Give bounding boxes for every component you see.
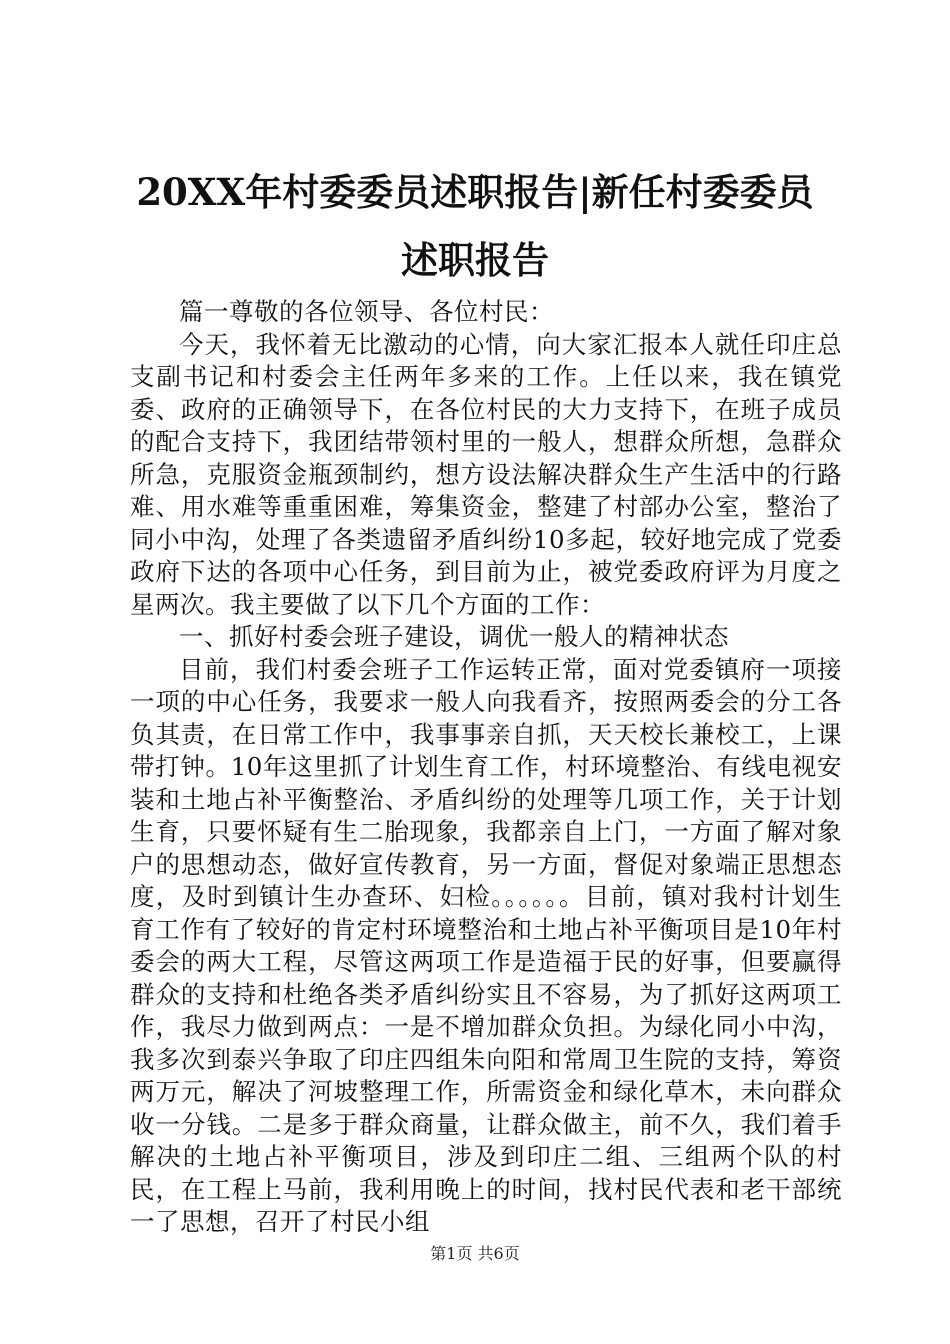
paragraph-salutation: 篇一尊敬的各位领导、各位村民： [179,297,554,326]
paragraph-introduction: 今天，我怀着无比激动的心情，向大家汇报本人就任印庄总支副书记和村委会主任两年多来的工作。上任以来，我在镇党委、政府的正确领导下，在各位村民的大力支持下，在班子成员的配合支持下，我团结带领村里的一般人，想群众所想，急群众所急，克服资金瓶颈制约，想方设法解决群众生产生活中的行路难、用水难等重重困难，筹集资金，整建了村部办公室，整治了同小中沟，处理了各类遗留矛盾纠纷10多起，较好地完成了党委政府下达的各项中心任务，到目前为止，被党委政府评为月度之星两次。我主要做了以下几个方面的工作： [130,329,842,619]
document-body [130,296,842,1239]
section-heading-1: 一、抓好村委会班子建设，调优一般人的精神状态 [179,622,729,651]
page-footer: 第1页 共6页 [430,1244,520,1263]
paragraph-section-1: 目前，我们村委会班子工作运转正常，面对党委镇府一项接一项的中心任务，我要求一般人向我看齐，按照两委会的分工各负其责，在日常工作中，我事事亲自抓，天天校长兼校工，上课带打钟。10年这里抓了计划生育工作，村环境整治、有线电视安装和土地占补平衡整治、矛盾纠纷的处理等几项工作，关于计划生育，只要怀疑有生二胎现象，我都亲自上门，一方面了解对象户的思想动态，做好宣传教育，另一方面，督促对象端正思想态度，及时到镇计生办查环、妇检。。。。。。目前，镇对我村计划生育工作有了较好的肯定村环境整治和土地占补平衡项目是10年村委会的两大工程，尽管这两项工作是造福于民的好事，但要赢得群众的支持和杜绝各类矛盾纠纷实且不容易，为了抓好这两项工作，我尽力做到两点：一是不增加群众负担。为绿化同小中沟，我多次到泰兴争取了印庄四组朱向阳和常周卫生院的支持，筹资两万元，解决了河坡整理工作，所需资金和绿化草木，未向群众收一分钱。二是多于群众商量，让群众做主，前不久，我们着手解决的土地占补平衡项目，涉及到印庄二组、三组两个队的村民，在工程上马前，我利用晚上的时间，找村民代表和老干部统一了思想，召开了村民小组 [130,654,842,1236]
document-title: 20XX年村委委员述职报告|新任村委委员述职报告 [136,170,814,282]
